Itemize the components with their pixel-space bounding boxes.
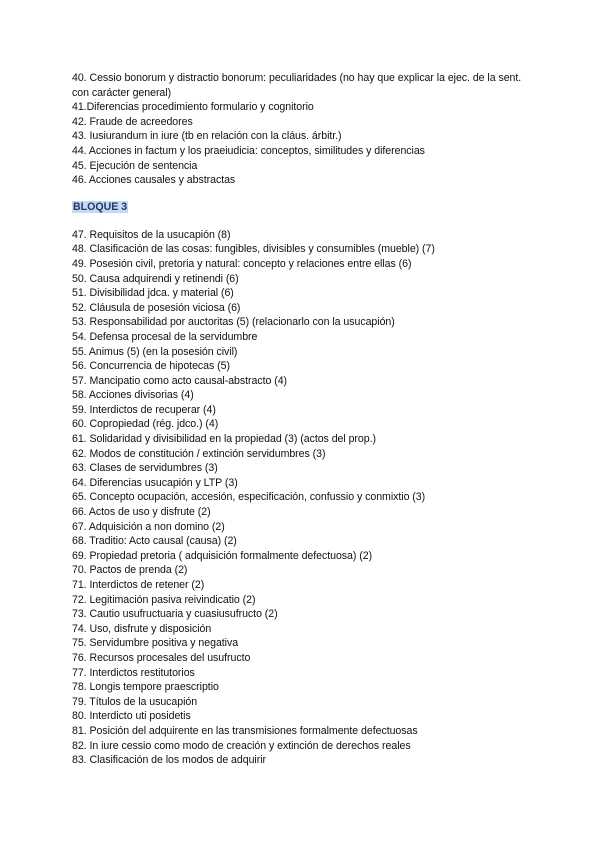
- list-item: 40. Cessio bonorum y distractio bonorum: peculiaridades (no hay que explicar la ejec. de la sent. con carácter general): [72, 72, 522, 99]
- block2-list: [72, 71, 532, 188]
- list-item: 66. Actos de uso y disfrute (2): [72, 506, 211, 519]
- list-item: 61. Solidaridad y divisibilidad en la propiedad (3) (actos del prop.): [72, 433, 376, 446]
- list-item: 75. Servidumbre positiva y negativa: [72, 637, 239, 650]
- list-item: 77. Interdictos restitutorios: [72, 666, 195, 679]
- list-item: 53. Responsabilidad por auctoritas (5) (relacionarlo con la usucapión): [72, 316, 395, 329]
- list-item: 82. In iure cessio como modo de creación y extinción de derechos reales: [72, 739, 411, 752]
- list-item: 81. Posición del adquirente en las transmisiones formalmente defectuosas: [72, 724, 418, 737]
- list-item: 60. Copropiedad (rég. jdco.) (4): [72, 418, 219, 431]
- list-item: 44. Acciones in factum y los praeiudicia: conceptos, similitudes y diferencias: [72, 144, 425, 157]
- list-item: 74. Uso, disfrute y disposición: [72, 622, 212, 635]
- list-item: 73. Cautio usufructuaria y cuasiusufructo (2): [72, 608, 278, 621]
- list-item: 59. Interdictos de recuperar (4): [72, 403, 216, 416]
- list-item: 57. Mancipatio como acto causal-abstracto (4): [72, 374, 288, 387]
- list-item: 43. Iusiurandum in iure (tb en relación con la cláus. árbitr.): [72, 130, 342, 143]
- list-item: 46. Acciones causales y abstractas: [72, 174, 236, 187]
- list-item: 63. Clases de servidumbres (3): [72, 462, 218, 475]
- section-heading: [72, 200, 532, 214]
- list-item: 41.Diferencias procedimiento formulario y cognitorio: [72, 101, 314, 114]
- list-item: 83. Clasificación de los modos de adquirir: [72, 754, 266, 767]
- list-item: 55. Animus (5) (en la posesión civil): [72, 345, 238, 358]
- list-item: 56. Concurrencia de hipotecas (5): [72, 360, 230, 373]
- list-item: 45. Ejecución de sentencia: [72, 159, 198, 172]
- list-item: 70. Pactos de prenda (2): [72, 564, 188, 577]
- list-item: 49. Posesión civil, pretoria y natural: concepto y relaciones entre ellas (6): [72, 257, 412, 270]
- list-item: 79. Títulos de la usucapión: [72, 695, 198, 708]
- list-item: 76. Recursos procesales del usufructo: [72, 651, 251, 664]
- list-item: 68. Traditio: Acto causal (causa) (2): [72, 535, 237, 548]
- block3-list: [72, 228, 532, 768]
- list-item: 48. Clasificación de las cosas: fungibles, divisibles y consumibles (mueble) (7): [72, 243, 435, 256]
- list-item: 78. Longis tempore praescriptio: [72, 681, 219, 694]
- list-item: 52. Cláusula de posesión viciosa (6): [72, 301, 241, 314]
- list-item: 58. Acciones divisorias (4): [72, 389, 194, 402]
- list-item: 65. Concepto ocupación, accesión, especificación, confussio y conmixtio (3): [72, 491, 426, 504]
- list-item: 71. Interdictos de retener (2): [72, 579, 205, 591]
- list-item: 62. Modos de constitución / extinción servidumbres (3): [72, 447, 326, 460]
- list-item: 64. Diferencias usucapión y LTP (3): [72, 476, 238, 489]
- list-item: 80. Interdicto uti posidetis: [72, 710, 191, 723]
- document-content: [72, 71, 532, 768]
- list-item: 42. Fraude de acreedores: [72, 115, 193, 128]
- section-heading-text: BLOQUE 3: [73, 200, 128, 213]
- list-item: 54. Defensa procesal de la servidumbre: [72, 330, 258, 343]
- list-item: 50. Causa adquirendi y retinendi (6): [72, 272, 239, 285]
- list-item: 51. Divisibilidad jdca. y material (6): [72, 287, 234, 300]
- list-item: 72. Legitimación pasiva reivindicatio (2): [72, 593, 256, 606]
- list-item: 67. Adquisición a non domino (2): [72, 520, 225, 533]
- list-item: 69. Propiedad pretoria ( adquisición formalmente defectuosa) (2): [72, 549, 373, 562]
- list-item: 47. Requisitos de la usucapión (8): [72, 228, 231, 241]
